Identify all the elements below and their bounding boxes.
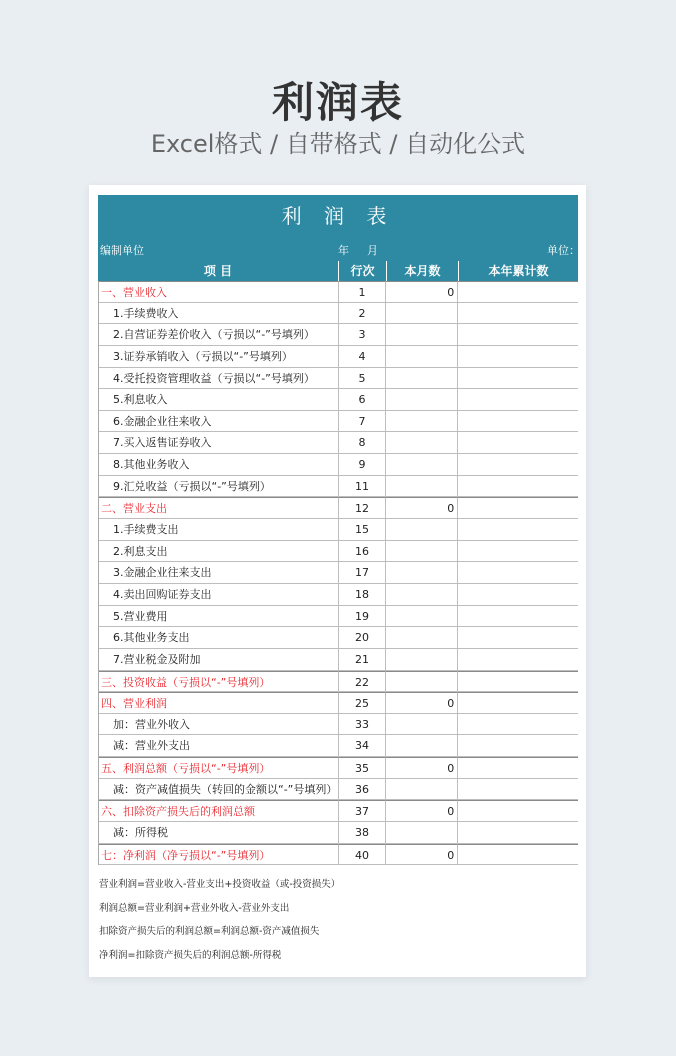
table-row <box>99 541 578 563</box>
header-item: 项 目 <box>203 264 233 278</box>
table-row <box>99 779 578 801</box>
cell-month[interactable] <box>386 584 458 606</box>
cell-line[interactable]: 15 <box>339 519 387 541</box>
table-body <box>98 281 578 865</box>
cell-year-total[interactable] <box>458 497 578 519</box>
table-row <box>99 757 578 779</box>
cell-item[interactable]: 减：所得税 <box>99 822 339 844</box>
cell-line[interactable]: 21 <box>339 649 387 671</box>
month-label: 月 <box>367 244 378 257</box>
cell-item[interactable]: 加：营业外收入 <box>99 714 339 736</box>
cell-item[interactable]: 二、营业支出 <box>99 497 339 519</box>
cell-item[interactable]: 7.买入返售证券收入 <box>99 432 339 454</box>
unit-label: 编制单位 <box>100 244 144 257</box>
table-row <box>99 411 578 433</box>
cell-item[interactable]: 6.其他业务支出 <box>99 627 339 649</box>
cell-month[interactable]: 0 <box>386 692 458 714</box>
income-statement-table <box>98 195 578 865</box>
cell-year-total[interactable] <box>458 757 578 779</box>
hero-title: 利润表 <box>271 78 404 127</box>
cell-item[interactable]: 8.其他业务收入 <box>99 454 339 476</box>
table-row <box>99 562 578 584</box>
cell-item[interactable]: 一、营业收入 <box>99 281 339 303</box>
cell-line[interactable]: 4 <box>339 346 387 368</box>
cell-line[interactable]: 34 <box>339 735 387 757</box>
cell-year-total[interactable] <box>458 800 578 822</box>
cell-year-total[interactable] <box>458 562 578 584</box>
cell-item[interactable]: 9.汇兑收益（亏损以“-”号填列） <box>99 476 339 498</box>
cell-month[interactable] <box>386 649 458 671</box>
cell-month[interactable] <box>386 346 458 368</box>
hero-subtitle: Excel格式 / 自带格式 / 自动化公式 <box>150 130 526 158</box>
cell-line[interactable]: 33 <box>339 714 387 736</box>
table-row <box>99 692 578 714</box>
table-row <box>99 454 578 476</box>
table-row <box>99 476 578 498</box>
table-row <box>99 844 578 866</box>
cell-line[interactable]: 19 <box>339 606 387 628</box>
cell-year-total[interactable] <box>458 519 578 541</box>
table-row <box>99 735 578 757</box>
cell-item[interactable]: 3.证券承销收入（亏损以“-”号填列） <box>99 346 339 368</box>
cell-month[interactable] <box>386 627 458 649</box>
sheet-title: 利 润 表 <box>98 195 578 237</box>
cell-item[interactable]: 3.金融企业往来支出 <box>99 562 339 584</box>
cell-month[interactable] <box>386 671 458 693</box>
cell-month[interactable] <box>386 519 458 541</box>
formula-note: 净利润=扣除资产损失后的利润总额-所得税 <box>99 949 282 961</box>
table-row <box>99 671 578 693</box>
info-bar <box>98 237 578 261</box>
table-row <box>99 800 578 822</box>
cell-year-total[interactable] <box>458 649 578 671</box>
cell-month[interactable]: 0 <box>386 844 458 866</box>
cell-line[interactable]: 12 <box>339 497 387 519</box>
cell-line[interactable]: 35 <box>339 757 387 779</box>
cell-year-total[interactable] <box>458 389 578 411</box>
cell-year-total[interactable] <box>458 584 578 606</box>
table-row <box>99 649 578 671</box>
cell-item[interactable]: 6.金融企业往来收入 <box>99 411 339 433</box>
header-month: 本月数 <box>386 261 458 281</box>
cell-line[interactable]: 6 <box>339 389 387 411</box>
table-row <box>99 303 578 325</box>
column-header-row <box>98 261 578 281</box>
cell-month[interactable] <box>386 389 458 411</box>
cell-line[interactable]: 20 <box>339 627 387 649</box>
cell-line[interactable]: 37 <box>339 800 387 822</box>
cell-item[interactable]: 2.利息支出 <box>99 541 339 563</box>
table-row <box>99 822 578 844</box>
cell-item[interactable]: 七：净利润（净亏损以“-”号填列） <box>99 844 339 866</box>
cell-line[interactable]: 22 <box>339 671 387 693</box>
cell-month[interactable] <box>386 822 458 844</box>
cell-line[interactable]: 3 <box>339 324 387 346</box>
cell-item[interactable]: 1.手续费收入 <box>99 303 339 325</box>
cell-year-total[interactable] <box>458 432 578 454</box>
table-row <box>99 627 578 649</box>
cell-year-total[interactable] <box>458 735 578 757</box>
cell-month[interactable] <box>386 411 458 433</box>
cell-month[interactable] <box>386 432 458 454</box>
cell-year-total[interactable] <box>458 303 578 325</box>
cell-item[interactable]: 减：资产减值损失（转回的金额以“-”号填列） <box>99 779 339 801</box>
cell-year-total[interactable] <box>458 454 578 476</box>
cell-year-total[interactable] <box>458 541 578 563</box>
year-label: 年 <box>338 244 349 257</box>
cell-line[interactable]: 5 <box>339 368 387 390</box>
cell-item[interactable]: 四、营业利润 <box>99 692 339 714</box>
spreadsheet-card <box>89 185 586 977</box>
cell-year-total[interactable] <box>458 844 578 866</box>
formula-notes <box>99 878 340 972</box>
cell-item[interactable]: 4.受托投资管理收益（亏损以“-”号填列） <box>99 368 339 390</box>
header-line: 行次 <box>338 261 386 281</box>
cell-year-total[interactable] <box>458 476 578 498</box>
cell-item[interactable]: 减：营业外支出 <box>99 735 339 757</box>
cell-year-total[interactable] <box>458 346 578 368</box>
formula-note: 扣除资产损失后的利润总额=利润总额-资产减值损失 <box>99 926 320 937</box>
table-row <box>99 606 578 628</box>
cell-year-total[interactable] <box>458 822 578 844</box>
cell-item[interactable]: 4.卖出回购证券支出 <box>99 584 339 606</box>
cell-line[interactable]: 16 <box>339 541 387 563</box>
table-row <box>99 346 578 368</box>
cell-year-total[interactable] <box>458 324 578 346</box>
cell-item[interactable]: 5.利息收入 <box>99 389 339 411</box>
cell-year-total[interactable] <box>458 779 578 801</box>
cell-line[interactable]: 9 <box>339 454 387 476</box>
cell-line[interactable]: 8 <box>339 432 387 454</box>
cell-month[interactable]: 0 <box>386 757 458 779</box>
cell-month[interactable] <box>386 324 458 346</box>
table-row <box>99 497 578 519</box>
formula-note: 利润总额=营业利润+营业外收入-营业外支出 <box>99 902 290 914</box>
cell-year-total[interactable] <box>458 627 578 649</box>
cell-line[interactable]: 17 <box>339 562 387 584</box>
cell-line[interactable]: 36 <box>339 779 387 801</box>
formula-note: 营业利润=营业收入-营业支出+投资收益（或-投资损失） <box>99 879 341 890</box>
cell-month[interactable]: 0 <box>386 281 458 303</box>
cell-year-total[interactable] <box>458 692 578 714</box>
cell-year-total[interactable] <box>458 606 578 628</box>
cell-month[interactable] <box>386 735 458 757</box>
cell-month[interactable] <box>386 454 458 476</box>
cell-month[interactable] <box>386 714 458 736</box>
table-row <box>99 519 578 541</box>
cell-item[interactable]: 7.营业税金及附加 <box>99 649 339 671</box>
cell-year-total[interactable] <box>458 411 578 433</box>
table-row <box>99 584 578 606</box>
cell-item[interactable]: 1.手续费支出 <box>99 519 339 541</box>
table-row <box>99 281 578 303</box>
table-row <box>99 324 578 346</box>
cell-item[interactable]: 三、投资收益（亏损以“-”号填列） <box>99 671 339 693</box>
cell-item[interactable]: 六、扣除资产损失后的利润总额 <box>99 800 339 822</box>
cell-line[interactable]: 7 <box>339 411 387 433</box>
cell-line[interactable]: 25 <box>339 692 387 714</box>
cell-line[interactable]: 38 <box>339 822 387 844</box>
cell-item[interactable]: 5.营业费用 <box>99 606 339 628</box>
cell-month[interactable]: 0 <box>386 497 458 519</box>
header-year-total: 本年累计数 <box>458 261 578 281</box>
cell-year-total[interactable] <box>458 281 578 303</box>
cell-line[interactable]: 18 <box>339 584 387 606</box>
table-row <box>99 368 578 390</box>
cell-month[interactable] <box>386 541 458 563</box>
cell-year-total[interactable] <box>458 714 578 736</box>
cell-item[interactable]: 2.自营证券差价收入（亏损以“-”号填列） <box>99 324 339 346</box>
cell-line[interactable]: 40 <box>339 844 387 866</box>
cell-line[interactable]: 11 <box>339 476 387 498</box>
unit-right-label: 单位： <box>547 244 580 257</box>
cell-month[interactable] <box>386 562 458 584</box>
table-row <box>99 432 578 454</box>
table-row <box>99 714 578 736</box>
cell-month[interactable] <box>386 476 458 498</box>
cell-year-total[interactable] <box>458 671 578 693</box>
cell-month[interactable] <box>386 606 458 628</box>
cell-year-total[interactable] <box>458 368 578 390</box>
cell-month[interactable] <box>386 779 458 801</box>
cell-item[interactable]: 五、利润总额（亏损以“-”号填列） <box>99 757 339 779</box>
cell-month[interactable] <box>386 303 458 325</box>
table-row <box>99 389 578 411</box>
cell-month[interactable] <box>386 368 458 390</box>
cell-line[interactable]: 2 <box>339 303 387 325</box>
cell-month[interactable]: 0 <box>386 800 458 822</box>
cell-line[interactable]: 1 <box>339 281 387 303</box>
